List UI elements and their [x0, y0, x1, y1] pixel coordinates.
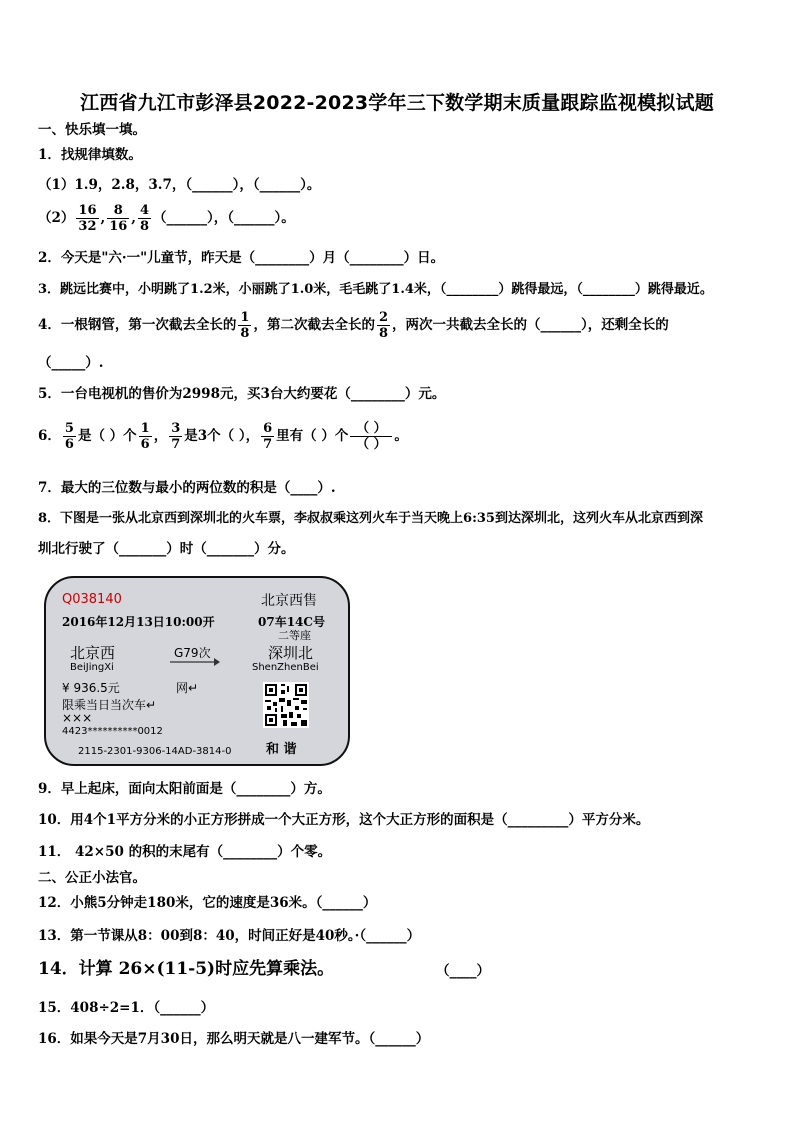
ticket-from-en: BeiJingXi: [70, 662, 114, 673]
ticket-class: 二等座: [278, 629, 311, 642]
q11: 11． 42×50 的积的末尾有（________）个零。: [38, 844, 332, 860]
ticket-datetime: 2016年12月13日10:00开: [62, 615, 215, 629]
fraction: $\frac{16}{32}$: [78, 203, 97, 234]
train-ticket: [44, 576, 350, 766]
fraction: $\frac{8}{16}$: [109, 203, 128, 234]
q4-line1: 4．一根钢管，第一次截去全长的 $\frac{1}{8}$ ，第二次截去全长的 $\frac{2}{8}$ ，两次一共截去全长的（______），还剩全长的: [38, 310, 669, 341]
q7: 7．最大的三位数与最小的两位数的积是（____）.: [38, 480, 336, 496]
q16: 16．如果今天是7月30日，那么明天就是八一建军节。（______）: [38, 1031, 430, 1047]
fraction: $\frac{4}{8}$: [140, 203, 150, 234]
q14: [38, 959, 490, 979]
fraction: $\frac{3}{7}$: [171, 421, 181, 452]
q1-sub2: （2） $\frac{16}{32}$ , $\frac{8}{16}$ , $\frac{4}{8}$ （______），（______）。: [38, 203, 295, 234]
ticket-to-en: ShenZhenBei: [252, 662, 319, 673]
q5: 5．一台电视机的售价为2998元，买3台大约要花（________）元。: [38, 386, 446, 402]
fraction: $\frac{2}{8}$: [378, 310, 388, 341]
blank-fraction: $\frac{( )}{( )}$: [350, 421, 392, 452]
ticket-seat: 07车14C号: [258, 615, 325, 629]
ticket-serial: Q038140: [62, 592, 122, 607]
fraction: $\frac{1}{8}$: [240, 310, 250, 341]
q15: 15．408÷2=1．（______）: [38, 1000, 215, 1016]
section-2-heading: 二、公正小法官。: [38, 870, 146, 886]
ticket-to: 深圳北: [268, 644, 314, 662]
ticket-price: ¥ 936.5元: [62, 681, 120, 695]
q8-line2: 圳北行驶了（_______）时（_______）分。: [38, 541, 295, 557]
fraction: $\frac{1}{6}$: [140, 421, 150, 452]
ticket-code: 2115-2301-9306-14AD-3814-0: [78, 746, 232, 757]
q4-line2: （_____）.: [38, 355, 104, 371]
q13: 13．第一节课从8：00到8：40，时间正好是40秒。·（______）: [38, 928, 421, 944]
q1-sub2-prefix: （2）: [38, 210, 75, 226]
q14-blank: （____）: [436, 963, 490, 979]
q1-label: 1．找规律填数。: [38, 147, 142, 163]
fraction: $\frac{5}{6}$: [64, 421, 74, 452]
qr-code-icon: [263, 682, 309, 728]
q12: 12．小熊5分钟走180米，它的速度是36米。（______）: [38, 895, 377, 911]
q3: 3．跳远比赛中，小明跳了1.2米，小丽跳了1.0米，毛毛跳了1.4米，（________）跳得最远，（________）跳得最近。: [38, 282, 713, 297]
ticket-net: 网↵: [176, 681, 199, 695]
ticket-name: ×××: [62, 711, 93, 725]
q1-sub2-suffix: （______），（______）。: [153, 210, 295, 226]
q10: 10．用4个1平方分米的小正方形拼成一个大正方形，这个大正方形的面积是（_________）平方分米。: [38, 812, 650, 828]
q1-sub1: （1）1.9，2.8，3.7，（______），（______）。: [38, 177, 321, 193]
q2: 2．今天是"六·一"儿童节，昨天是（________）月（________）日。: [38, 250, 445, 266]
q8-line1: 8．下图是一张从北京西到深圳北的火车票，李叔叔乘这列火车于当天晚上6:35到达深圳北，这列火车从北京西到深: [38, 511, 703, 526]
ticket-brand: 和 谐: [266, 742, 297, 757]
q6: 6． $\frac{5}{6}$ 是（ ）个 $\frac{1}{6}$ ， $\frac{3}{7}$ 是3个（ ）， $\frac{6}{7}$ 里有（ ）个 $\frac{( )}{( )}$ 。: [38, 421, 408, 452]
q14-text: 14．计算 26×(11-5)时应先算乘法。: [38, 959, 335, 979]
ticket-valid: 限乘当日当次车↵: [62, 698, 157, 712]
q9: 9．早上起床，面向太阳前面是（________）方。: [38, 781, 331, 797]
section-1-heading: 一、快乐填一填。: [38, 122, 146, 138]
ticket-train: G79次: [174, 646, 211, 660]
arrow-icon: [170, 658, 220, 666]
fraction: $\frac{6}{7}$: [263, 421, 273, 452]
ticket-from: 北京西: [70, 644, 116, 662]
ticket-office: 北京西售: [261, 593, 317, 609]
page-title: 江西省九江市彭泽县2022-2023学年三下数学期末质量跟踪监视模拟试题: [80, 92, 714, 114]
ticket-id: 4423**********0012: [62, 726, 163, 737]
